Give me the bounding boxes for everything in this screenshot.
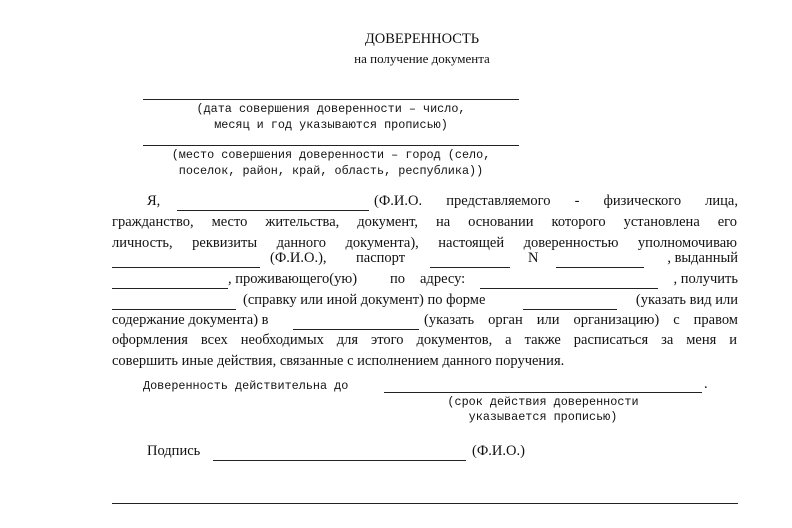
body-line-4-issued: , выданный — [667, 250, 738, 266]
signature-fio: (Ф.И.О.) — [472, 443, 525, 459]
form-blank — [523, 309, 617, 310]
body-line-5-by: по — [390, 271, 406, 287]
date-note-1: (дата совершения доверенности – число, — [196, 102, 466, 116]
place-line — [143, 145, 519, 146]
validity-blank — [384, 392, 702, 393]
body-line-5-address: адресу: — [420, 271, 466, 287]
address-blank — [480, 288, 658, 289]
body-line-6-end: (указать вид или — [635, 292, 738, 308]
document-title: ДОВЕРЕННОСТЬ — [364, 31, 480, 47]
body-line-5-living: , проживающего(ую) — [228, 271, 358, 287]
validity-note-2: указывается прописью) — [468, 410, 618, 424]
date-line — [143, 99, 519, 100]
body-line-4-fio: (Ф.И.О.), — [270, 250, 327, 266]
body-line-1-end: (Ф.И.О. представляемого - физического лица, — [374, 193, 738, 209]
body-line-6-mid: (справку или иной документ) по форме — [243, 292, 486, 308]
body-line-7-start: содержание документа) в — [112, 312, 269, 328]
organization-blank — [293, 329, 419, 330]
validity-note-1: (срок действия доверенности — [447, 395, 639, 409]
date-note-2: месяц и год указываются прописью) — [214, 118, 448, 132]
signature-label: Подпись — [147, 443, 201, 459]
issued-by-blank — [112, 288, 228, 289]
document-subtitle: на получение документа — [354, 51, 490, 66]
place-note-2: поселок, район, край, область, республика)) — [178, 164, 484, 178]
body-line-3: личность, реквизиты данного документа), настоящей доверенностью уполномочиваю — [112, 235, 737, 251]
body-line-8: оформления всех необходимых для этого документов, а также расписаться за меня и — [112, 332, 737, 348]
body-line-2: гражданство, место жительства, документ, на основании которого установлена его — [112, 214, 737, 230]
body-line-1-start: Я, — [147, 193, 161, 209]
document-type-blank — [112, 309, 236, 310]
body-line-9: совершить иные действия, связанные с исполнением данного поручения. — [112, 353, 565, 369]
body-line-7-end: (указать орган или организацию) с правом — [424, 312, 738, 328]
passport-number-blank — [556, 267, 644, 268]
place-note-1: (место совершения доверенности – город (село, — [171, 148, 491, 162]
body-line-4-passport: паспорт — [356, 250, 406, 266]
signature-blank — [213, 460, 466, 461]
validity-label: Доверенность действительна до — [143, 379, 349, 393]
body-line-4-number: N — [528, 250, 539, 266]
principal-fio-blank — [177, 210, 369, 211]
body-line-5-receive: , получить — [673, 271, 738, 287]
validity-dot: . — [704, 376, 708, 392]
bottom-line — [112, 503, 738, 504]
passport-series-blank — [430, 267, 510, 268]
agent-fio-blank — [112, 267, 260, 268]
